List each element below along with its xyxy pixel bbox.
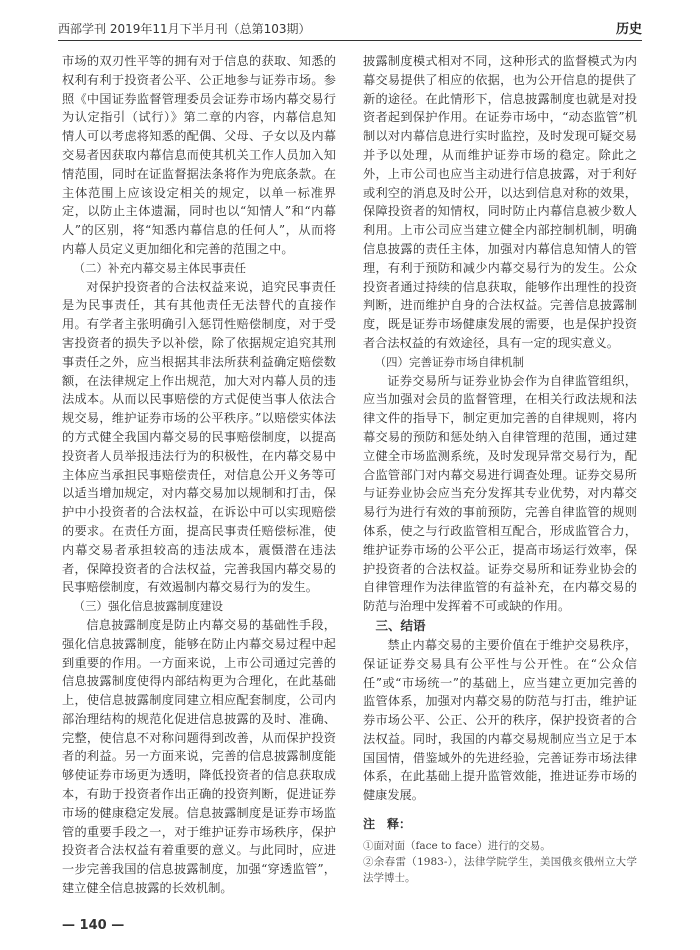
journal-title: 西部学刊 2019年11月下半月刊（总第103期） — [58, 22, 311, 36]
page-number: — 140 — — [62, 918, 125, 933]
footnotes — [363, 815, 637, 886]
section-label: 历史 — [615, 22, 642, 37]
notes-title: 注 释： — [363, 817, 412, 832]
right-column — [363, 52, 637, 902]
left-column — [62, 52, 336, 902]
paragraph: 对保护投资者的合法权益来说，追究民事责任是为民事责任，其有其他责任无法替代的直接作用。有学者主张明确引入惩罚性赔偿制度，对于受害投资者的损失予以补偿，除了依据规定追究其刑事责任之外，应当根据其非法所获利益确定赔偿数额，在法律规定上作出规范，加大对内幕人员的违法成本。从而以民事赔偿的方式促使当事人依法合规交易，维护证券市场的公平秩序。”以赔偿实体法的方式健全我国内幕交易的民事赔偿制度，以提高投资者人员举报违法行为的积极性，在内幕交易中主体应当承担民事赔偿责任，对信息公开义务等可以适当增加规定，对内幕交易加以规制和打击，保护中小投资者的合法权益，在诉讼中可以实现赔偿的要求。在责任方面，提高民事责任赔偿标准，使内幕交易者承担较高的违法成本，震慑潜在违法者，保障投资者的合法权益，完善我国内幕交易的民事赔偿制度，有效遏制内幕交易行为的发生。 — [62, 279, 336, 595]
subsection-heading: （二）补充内幕交易主体民事责任 — [73, 260, 246, 275]
paragraph: 信息披露制度是防止内幕交易的基础性手段，强化信息披露制度，能够在防止内幕交易过程中起到重要的作用。一方面来说，上市公司通过完善的信息披露制度使得内部结构更为合理化，在此基础上，使信息披露制度同建立相应配套制度，公司内部治理结构的规范化促进信息披露的及时、准确、完整，使信息不对称问题得到改善，从而保护投资者的利益。另一方面来说，完善的信息披露制度能够使证券市场更为透明，降低投资者的信息获取成本，有助于投资者作出正确的投资判断，促进证券市场的健康稳定发展。信息披露制度是证券市场监管的重要手段之一，对于维护证券市场秩序，保护投资者合法权益有着重要的意义。与此同时，应进一步完善我国的信息披露制度，加强“穿透监管”，建立健全信息披露的长效机制。 — [62, 617, 336, 896]
subsection-heading: （三）强化信息披露制度建设 — [73, 599, 223, 614]
subsection-heading: （四）完善证券市场自律机制 — [374, 354, 524, 369]
page-header — [58, 18, 642, 41]
note-item: ①面对面（face to face）进行的交易。 — [363, 839, 551, 852]
section-heading: 三、结语 — [375, 617, 426, 633]
paragraph: 禁止内幕交易的主要价值在于维护交易秩序，保证证券交易具有公平性与公开性。在“公众信任”或“市场统一”的基础上，应当建立更加完善的监管体系，加强对内幕交易的防范与打击，维护证券市场公平、公正、公开的秩序，保护投资者的合法权益。同时，我国的内幕交易规制应当立足于本国国情，借鉴域外的先进经验，完善证券市场法律体系，在此基础上提升监管效能，推进证券市场的健康发展。 — [363, 637, 637, 803]
paragraph: 市场的双刃性平等的拥有对于信息的获取、知悉的权利有利于投资者公平、公正地参与证券市场。参照《中国证券监督管理委员会证券市场内幕交易行为认定指引（试行）》第二章的内容，内幕信息知情人可以考虑将知悉的配偶、父母、子女以及内幕交易者因获取内幕信息而使其机关工作人员加入知情范围，同时在证监督据法条将作为兜底条款。在主体范围上应该设定相关的规定，以单一标准界定，以防止主体遗漏，同时也以“知情人”和“内幕人”的区别，将“知悉内幕信息的任何人”，从而将内幕人员定义更加细化和完善的范围之中。 — [62, 54, 336, 256]
notes-list — [363, 838, 637, 886]
paragraph: 证券交易所与证券业协会作为自律监管组织，应当加强对会员的监督管理，在相关行政法规和法律文件的指导下，制定更加完善的自律规则，将内幕交易的预防和惩处纳入自律管理的范围，通过建立健全市场监测系统，及时发现异常交易行为，配合监管部门对内幕交易进行调查处理。证券交易所与证券业协会应当充分发挥其专业优势，对内幕交易行为进行有效的事前预防，完善自律监管的规则体系，使之与行政监管相互配合，形成监管合力，维护证券市场的公平公正，提高市场运行效率，保护投资者的合法权益。证券交易所和证券业协会的自律管理作为法律监管的有益补充，在内幕交易的防范与治理中发挥着不可或缺的作用。 — [363, 373, 637, 614]
paragraph: 披露制度模式相对不同，这种形式的监督模式为内幕交易提供了相应的依据，也为公开信息的提供了新的途径。在此情形下，信息披露制度也就是对投资者起到保护作用。在证券市场中，“动态监管”机制以对内幕信息进行实时监控，及时发现可疑交易并予以处理，从而维护证券市场的稳定。除此之外，上市公司也应当主动进行信息披露，对于利好或利空的消息及时公开，以达到信息对称的效果，保障投资者的知情权，同时防止内幕信息被少数人利用。上市公司应当建立健全内部控制机制，明确信息披露的责任主体，加强对内幕信息知情人的管理，有利于预防和减少内幕交易行为的发生。公众投资者通过持续的信息获取，能够作出理性的投资判断，进而维护自身的合法权益。完善信息披露制度，既是证券市场健康发展的需要，也是保护投资者合法权益的有效途径，具有一定的现实意义。 — [363, 54, 637, 350]
note-item: ②余春雷（1983-），法律学院学生，美国俄亥俄州立大学法学博士。 — [363, 855, 637, 884]
